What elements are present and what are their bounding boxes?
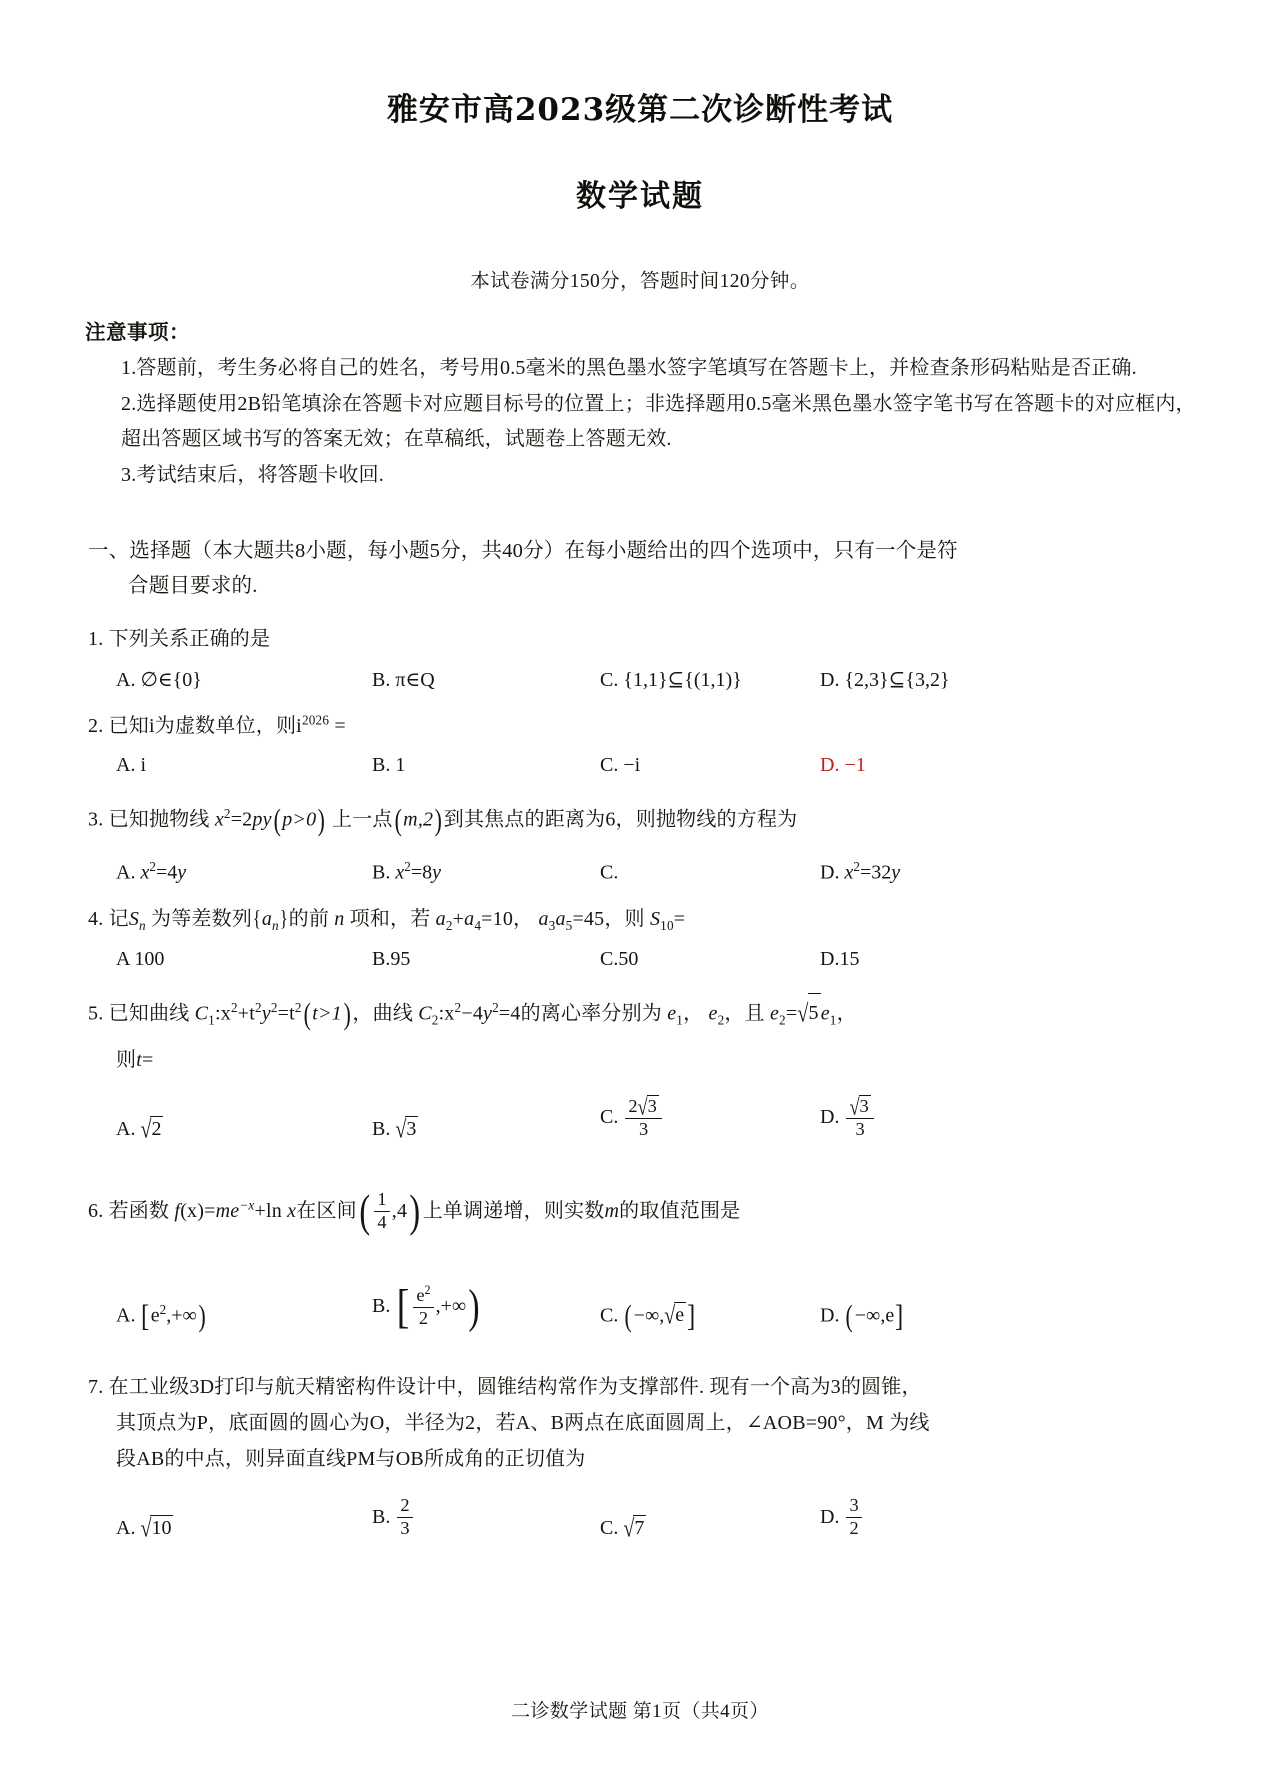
math-op: =: [204, 1200, 216, 1223]
math-var: f: [174, 1200, 181, 1223]
math-var: m: [604, 1200, 620, 1223]
question-text: ，曲线: [352, 1002, 414, 1025]
math-op: +: [452, 907, 465, 930]
question-options: [88, 1494, 1220, 1543]
fraction: [397, 1496, 412, 1539]
option-a[interactable]: [116, 754, 372, 777]
fraction: [846, 1095, 873, 1140]
exponent: 2: [159, 1301, 167, 1317]
option-a[interactable]: [116, 1299, 372, 1335]
math-var: t: [136, 1049, 142, 1072]
exponent: 2: [492, 999, 499, 1015]
radicand: 7: [634, 1516, 645, 1539]
math-point: m,2: [403, 808, 434, 831]
math-var: e: [820, 1002, 830, 1025]
fraction: [413, 1284, 433, 1329]
option-label: C.: [600, 1516, 619, 1539]
math-op: =10: [481, 907, 514, 930]
option-c[interactable]: [600, 1096, 820, 1141]
paren-open: (: [303, 995, 311, 1031]
radical-icon: √: [849, 1094, 860, 1120]
exponent: 2: [424, 1282, 431, 1297]
option-text: 1: [395, 754, 406, 777]
option-label: B.: [372, 861, 391, 884]
option-label: A: [116, 947, 130, 970]
option-b[interactable]: [372, 1494, 600, 1540]
section-heading-line2: 合题目要求的.: [128, 575, 258, 598]
option-label: A.: [116, 669, 136, 692]
denominator: 2: [418, 1307, 429, 1328]
denominator: 3: [855, 1119, 865, 1140]
exponent: 2: [254, 999, 262, 1015]
brace-close: }: [279, 906, 288, 932]
math-op: =8: [410, 861, 433, 884]
option-a[interactable]: [116, 667, 372, 692]
option-a[interactable]: [116, 1514, 372, 1543]
bracket-close: ]: [687, 1297, 696, 1333]
question-text: 记: [108, 907, 129, 930]
option-b[interactable]: [372, 948, 600, 971]
brace-open: {: [252, 906, 262, 932]
option-text: ∅∈{0}: [140, 669, 202, 692]
math-var: x: [214, 808, 224, 831]
option-label: C.: [600, 669, 619, 692]
question-stem: [88, 987, 1220, 1079]
question-number: 1.: [88, 628, 104, 651]
denominator: 3: [400, 1517, 410, 1538]
option-text: −∞,: [633, 1304, 665, 1327]
numerator: 2: [397, 1496, 412, 1518]
option-d[interactable]: [820, 754, 866, 777]
question-text: 的离心率分别为: [520, 1002, 662, 1025]
paren-close: ): [343, 995, 351, 1031]
math-op: (x): [180, 1200, 205, 1223]
math-var: py: [252, 808, 272, 831]
question-text: 为等差数列: [151, 907, 253, 930]
option-text: −1: [844, 754, 866, 777]
questions-block: [0, 621, 1280, 1543]
option-label: C.: [600, 947, 619, 970]
question-text: 项和，若: [349, 907, 431, 930]
option-d[interactable]: [820, 667, 950, 692]
option-d[interactable]: [820, 1299, 905, 1335]
exponent: 2: [149, 859, 156, 875]
question-text-line2: 则t=: [116, 1049, 154, 1072]
question-stem: 4. 记$S_n$ 为等差数列$\{a_n\}$的前 n 项和，若 $a_2+a_4=10$， $a_3a_5=45$，则 $S_{10}=$: [88, 901, 1220, 938]
math-cond: t>1: [312, 1002, 342, 1025]
option-label: C.: [600, 1304, 619, 1327]
option-text: 15: [839, 947, 860, 970]
paren-open: (: [624, 1297, 633, 1333]
question-text: ，: [683, 1002, 704, 1025]
math-op: +ln: [254, 1200, 282, 1223]
option-label: B.: [372, 1118, 391, 1141]
option-c[interactable]: [600, 1514, 820, 1543]
paren-close: ): [317, 802, 326, 838]
exponent: 2: [223, 806, 231, 822]
math-var: y: [432, 861, 441, 884]
option-d[interactable]: [820, 1494, 864, 1540]
option-label: D.: [820, 947, 840, 970]
subscript: 5: [565, 917, 573, 933]
option-d[interactable]: [820, 1096, 876, 1141]
math-var: y: [891, 861, 901, 884]
subscript: n: [139, 917, 146, 933]
option-text: i: [140, 754, 147, 777]
fraction: [374, 1190, 389, 1233]
option-text: −i: [623, 754, 641, 777]
numerator: 1: [374, 1190, 389, 1212]
question-text: ，则: [604, 907, 645, 930]
bracket-open: [: [396, 1279, 410, 1333]
math-var: me: [215, 1200, 240, 1223]
question-text: 若函数: [108, 1200, 170, 1223]
option-text: 95: [390, 947, 411, 970]
subscript: 1: [208, 1012, 215, 1028]
option-text: ,+∞: [166, 1304, 197, 1327]
exponent: 2026: [301, 712, 330, 728]
option-b[interactable]: [372, 1280, 600, 1335]
option-text: {1,1}⊆{(1,1)}: [623, 669, 742, 692]
option-text: π∈Q: [395, 669, 435, 692]
option-label: A.: [116, 1304, 136, 1327]
option-label: B.: [372, 947, 391, 970]
option-label: D.: [820, 754, 840, 777]
page-subtitle: 数学试题: [576, 179, 704, 215]
question-options: [88, 948, 1220, 971]
math-op: =45: [572, 907, 605, 930]
option-label: D.: [820, 1304, 840, 1327]
radical-icon: √: [623, 1514, 635, 1543]
question-stem: [88, 708, 1220, 744]
math-var: a: [464, 907, 475, 930]
option-label: D.: [820, 1505, 840, 1528]
math-var: x: [844, 861, 854, 884]
option-label: B.: [372, 754, 391, 777]
paren-open: (: [359, 1185, 371, 1237]
question-text: 已知i为虚数单位，则i: [108, 715, 302, 738]
bracket-open: [: [141, 1297, 150, 1333]
question-text: 已知曲线: [108, 1002, 190, 1025]
subscript: n: [272, 917, 279, 933]
bracket-close: ]: [895, 1297, 904, 1333]
notice-item: 1.答题前，考生务必将自己的姓名，考号用0.5毫米的黑色墨水签字笔填写在答题卡上，并检查条形码粘贴是否正确.: [121, 357, 1137, 380]
question-text: 下列关系正确的是: [108, 628, 271, 651]
question-options: [88, 1094, 1220, 1144]
option-a[interactable]: [116, 1116, 372, 1144]
exponent: 2: [454, 999, 462, 1015]
paren-close: ): [198, 1297, 206, 1333]
math-op: =4: [155, 861, 178, 884]
math-var: x: [140, 861, 150, 884]
fraction: [625, 1095, 662, 1140]
radicand: 3: [859, 1096, 869, 1117]
option-text: 50: [618, 947, 639, 970]
math-op: +t: [237, 1002, 255, 1025]
question-text: 在区间: [296, 1200, 357, 1223]
notice-item: 2.选择题使用2B铅笔填涂在答题卡对应题目标号的位置上；非选择题用0.5毫米黑色墨水签字笔书写在答题卡的对应框内，超出答题区域书写的答案无效；在草稿纸，试题卷上答题无效.: [121, 392, 1196, 451]
math-var: y: [177, 861, 187, 884]
notice-block: [0, 293, 1280, 493]
score-time-line: 本试卷满分150分，答题时间120分钟。: [470, 271, 810, 293]
denominator: 2: [849, 1517, 859, 1538]
notice-title: 注意事项：: [85, 322, 190, 345]
question-number: 5.: [88, 1002, 104, 1025]
radicand: 3: [647, 1096, 657, 1117]
option-text: ,+∞: [435, 1294, 467, 1317]
exponent: 2: [404, 859, 411, 875]
option-label: B.: [372, 669, 391, 692]
math-var: y: [261, 1002, 271, 1025]
option-a[interactable]: [116, 948, 372, 971]
radical-icon: √: [797, 1000, 809, 1028]
question-stem: [88, 793, 1220, 849]
math-var: n: [334, 907, 345, 930]
option-label: C.: [600, 754, 619, 777]
math-op: :x: [214, 1002, 231, 1025]
subscript: 4: [474, 917, 482, 933]
question-options: [88, 667, 1220, 692]
question-number: 7.: [88, 1375, 104, 1398]
question-number: 3.: [88, 808, 104, 831]
subscript: 1: [676, 1012, 684, 1028]
option-label: D.: [820, 669, 840, 692]
option-b[interactable]: [372, 667, 600, 692]
option-label: A.: [116, 861, 136, 884]
subscript: 3: [548, 917, 556, 933]
numerator: 2√3: [625, 1095, 662, 1119]
option-text: 100: [134, 947, 165, 970]
question-options: [88, 859, 1220, 885]
question-text-line2: 其顶点为P，底面圆的圆心为O，半径为2，若A、B两点在底面圆周上，∠AOB=90°，M 为线: [116, 1411, 930, 1434]
math-op: ,4: [391, 1200, 408, 1223]
math-var: a: [555, 907, 566, 930]
numerator: 3: [846, 1496, 861, 1518]
math-var: a: [261, 907, 273, 930]
subscript: 2: [779, 1012, 786, 1028]
question-text-line3: 段AB的中点，则异面直线PM与OB所成角的正切值为: [116, 1447, 586, 1470]
option-text: −∞,e: [854, 1304, 895, 1327]
option-b[interactable]: [372, 1116, 600, 1144]
question-stem: [88, 621, 1220, 657]
radical-icon: √: [140, 1116, 152, 1144]
section-heading: [0, 494, 1280, 606]
question-number: 4.: [88, 907, 104, 930]
option-label: A.: [116, 754, 136, 777]
question-text: 到其焦点的距离为6，则抛物线的方程为: [443, 808, 798, 831]
option-label: D.: [820, 861, 840, 884]
subscript: 2: [445, 917, 453, 933]
question-text: 在工业级3D打印与航天精密构件设计中，圆锥结构常作为支撑部件. 现有一个高为3的圆锥，: [108, 1375, 922, 1398]
question-text: 的取值范围是: [619, 1200, 741, 1223]
option-c[interactable]: [600, 859, 820, 885]
question-text: ，: [836, 1002, 857, 1025]
option-d[interactable]: [820, 859, 900, 885]
exponent: −x: [239, 1197, 255, 1213]
math-var: e: [769, 1002, 780, 1025]
radicand: 2: [151, 1118, 162, 1141]
option-c[interactable]: [600, 1299, 820, 1335]
radical-icon: √: [140, 1514, 152, 1543]
radicand: 3: [406, 1118, 417, 1141]
option-a[interactable]: [116, 859, 372, 885]
paren-close: ): [468, 1279, 480, 1333]
question-number: 6.: [88, 1200, 104, 1223]
math-var: S: [128, 907, 140, 930]
option-d[interactable]: [820, 948, 859, 971]
math-var: x: [395, 861, 405, 884]
exponent: 2: [270, 999, 278, 1015]
exponent: 2: [294, 999, 302, 1015]
option-label: A.: [116, 1516, 136, 1539]
denominator: 3: [638, 1119, 649, 1140]
math-op: =: [785, 1002, 798, 1025]
math-var: S: [649, 907, 661, 930]
section-heading-line1: 一、选择题（本大题共8小题，每小题5分，共40分）在每小题给出的四个选项中，只有一个是符: [88, 539, 958, 562]
math-var: C: [418, 1002, 432, 1025]
math-var: y: [483, 1002, 493, 1025]
math-op: −4: [461, 1002, 484, 1025]
question-tail: =: [334, 715, 346, 738]
option-label: C.: [600, 861, 619, 884]
radical-icon: √: [664, 1302, 676, 1331]
math-op: =32: [859, 861, 892, 884]
question-text: 上单调递增，则实数: [422, 1200, 605, 1223]
exponent: 2: [230, 999, 238, 1015]
question-stem: [88, 1369, 1220, 1477]
question-stem: [88, 1171, 1220, 1254]
math-cond: p>0: [282, 808, 317, 831]
question-options: [88, 1280, 1220, 1335]
math-op: =2: [230, 808, 253, 831]
math-op: =4: [498, 1002, 521, 1025]
question-number: 2.: [88, 715, 104, 738]
radicand: 5: [808, 993, 821, 1031]
math-var: C: [194, 1002, 209, 1025]
math-var: x: [287, 1200, 297, 1223]
option-label: C.: [600, 1106, 619, 1129]
option-b[interactable]: [372, 859, 600, 885]
math-var: e: [667, 1002, 677, 1025]
subscript: 10: [660, 917, 674, 933]
radical-icon: √: [395, 1116, 407, 1144]
paren-open: (: [846, 1297, 854, 1333]
option-c[interactable]: [600, 754, 820, 777]
question-options: [88, 754, 1220, 777]
option-label: B.: [372, 1294, 391, 1317]
notice-item: 3.考试结束后，将答题卡收回.: [121, 463, 384, 486]
paren-close: ): [434, 802, 443, 838]
option-text: e: [150, 1304, 160, 1327]
math-op: :x: [438, 1002, 455, 1025]
math-var: a: [435, 907, 446, 930]
math-var: e: [708, 1002, 718, 1025]
question-text: 的前: [288, 907, 330, 930]
radical-icon: √: [637, 1094, 648, 1120]
question-text: ，且: [724, 1002, 765, 1025]
paren-close: ): [409, 1185, 421, 1237]
paren-open: (: [273, 802, 281, 838]
subscript: 2: [431, 1012, 439, 1028]
math-op: =t: [277, 1002, 295, 1025]
option-c[interactable]: [600, 667, 820, 692]
option-b[interactable]: [372, 754, 600, 777]
subscript: 2: [717, 1012, 725, 1028]
math-op: =: [673, 907, 686, 930]
denominator: 4: [377, 1211, 387, 1232]
paren-open: (: [394, 802, 402, 838]
option-label: B.: [372, 1505, 391, 1528]
option-label: A.: [116, 1118, 136, 1141]
math-var: a: [538, 907, 549, 930]
option-text: {2,3}⊆{3,2}: [844, 669, 950, 692]
option-c[interactable]: [600, 948, 820, 971]
page-title: 雅安市高2023级第二次诊断性考试: [386, 92, 894, 128]
question-text: 已知抛物线: [108, 808, 210, 831]
numerator: [846, 1095, 873, 1119]
question-text: 上一点: [332, 808, 393, 831]
exponent: 2: [853, 859, 860, 875]
numerator: $e^2$: [413, 1284, 433, 1308]
radicand: e: [675, 1304, 685, 1327]
subscript: 1: [829, 1012, 837, 1028]
fraction: [846, 1496, 861, 1539]
page-footer: 二诊数学试题 第1页（共4页）: [511, 1701, 769, 1722]
option-label: D.: [820, 1106, 840, 1129]
radicand: 10: [151, 1516, 172, 1539]
